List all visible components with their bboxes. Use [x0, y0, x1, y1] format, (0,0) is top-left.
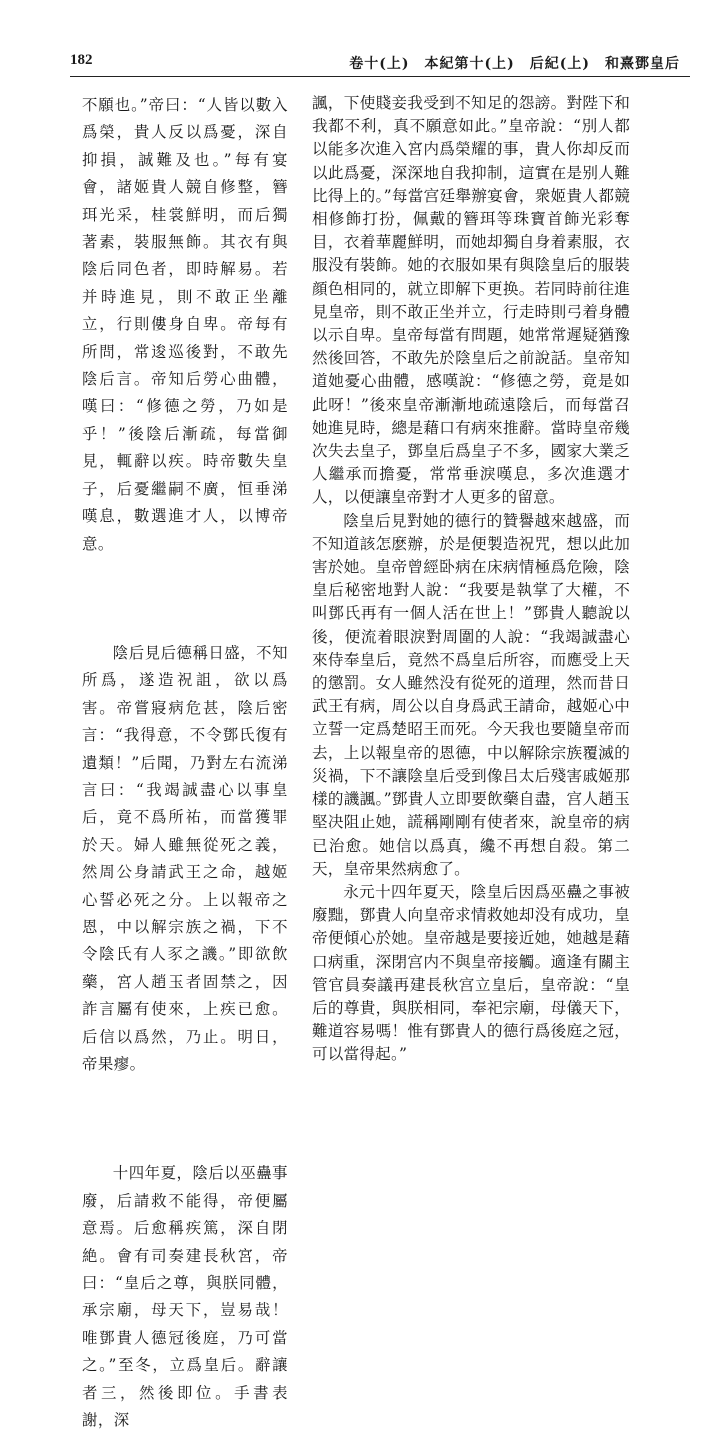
translation-column: [312, 92, 630, 1067]
translation-paragraph-3: 永元十四年夏天，陰皇后因爲巫蠱之事被廢黜，鄧貴人向皇帝求情救她却没有成功，皇帝便傾心於她。皇帝越是要接近她，她越是藉口病重，深閉宫内不與皇帝接觸。適逢有關主管官員奏議再建長秋宫立皇后，皇帝說：“皇后的尊貴，與朕相同，奉祀宗廟，母儀天下，難道容易嗎！惟有鄧貴人的德行爲後庭之冠，可以當得起。”: [312, 882, 630, 1064]
header-rule: [70, 76, 690, 77]
original-text-column: [82, 92, 288, 1434]
translation-paragraph-1: 諷，下使賤妾我受到不知足的怨謗。對陛下和我都不利，真不願意如此。”皇帝說：“別人都以能多次進入宮内爲榮耀的事，貴人你却反而以此爲憂，深深地自我抑制，這實在是别人難比得上的。”每當宫廷舉辦宴會，衆姬貴人都競相修飾打扮，佩戴的簪珥等珠寶首飾光彩奪目，衣着華麗鮮明，而她却獨自身着素服，衣服没有裝飾。她的衣服如果有與陰皇后的服裝顔色相同的，就立即解下更换。若同時前往進見皇帝，則不敢正坐并立，行走時則弓着身體以示自卑。皇帝每當有問題，她常常遲疑猶豫然後回答，不敢先於陰皇后之前說話。皇帝知道她憂心曲體，感嘆說：“修德之勞，竟是如此呀！”後來皇帝漸漸地疏遠陰后，而每當召她進見時，總是藉口有病來推辭。當時皇帝幾次失去皇子，鄧皇后爲皇子不多，國家大業乏人繼承而擔憂，常常垂淚嘆息，多次進選才人，以便讓皇帝對才人更多的留意。: [312, 94, 630, 507]
page-number: 182: [70, 52, 93, 68]
original-paragraph-1: 不願也。”帝曰：“人皆以數入爲榮，貴人反以爲憂，深自抑損，誠難及也。”每有宴會，諸姬貴人競自修整，簪珥光采，桂裳鮮明，而后獨著素，裝服無飾。其衣有與陰后同色者，即時解易。若并時進見，則不敢正坐離立，行則僂身自卑。帝每有所問，常逡巡後對，不敢先陰后言。帝知后勞心曲體，嘆曰：“修德之勞，乃如是乎！”後陰后漸疏，每當御見，輒辭以疾。時帝數失皇子，后憂繼嗣不廣，恒垂涕嘆息，數選進才人，以博帝意。: [82, 96, 288, 553]
page-header: [70, 52, 690, 76]
translation-paragraph-2: 陰皇后見對她的德行的贊譽越來越盛，而不知道該怎麽辦，於是便製造祝咒，想以此加害於她。皇帝曾經卧病在床病情極爲危險，陰皇后秘密地對人說：“我要是執掌了大權，不叫鄧氏再有一個人活在世上！”鄧貴人聽說以後，便流着眼淚對周圍的人說：“我竭誠盡心來侍奉皇后，竟然不爲皇后所容，而應受上天的懲罰。女人雖然没有從死的道理，然而昔日武王有病，周公以自身爲武王請命，越姬心中立誓一定爲楚昭王而死。今天我也要隨皇帝而去，上以報皇帝的恩德，中以解除宗族覆滅的災禍，下不讓陰皇后受到像吕太后殘害戚姬那樣的譏諷。”鄧貴人立即要飲藥自盡，宫人趙玉堅决阻止她，謊稱剛剛有使者來，說皇帝的病已治愈。她信以爲真，纔不再想自殺。第二天，皇帝果然病愈了。: [312, 511, 630, 878]
original-paragraph-3: 十四年夏，陰后以巫蠱事廢，后請救不能得，帝便屬意焉。后愈稱疾篤，深自閉絶。會有司奏建長秋宮，帝曰：“皇后之尊，與朕同體，承宗廟，母天下，豈易哉！唯鄧貴人德冠後庭，乃可當之。”至冬，立爲皇后。辭讓者三，然後即位。手書表謝，深: [82, 1164, 288, 1430]
original-paragraph-2: 陰后見后德稱日盛，不知所爲，遂造祝詛，欲以爲害。帝嘗寢病危甚，陰后密言：“我得意，不令鄧氏復有遺類！”后聞，乃對左右流涕言曰：“我竭誠盡心以事皇后，竟不爲所祐，而當獲罪於天。婦人雖無從死之義，然周公身請武王之命，越姬心誓必死之分。上以報帝之恩，中以解宗族之禍，下不令陰氏有人豕之譏。”即欲飲藥，宮人趙玉者固禁之，因詐言屬有使來，上疾已愈。后信以爲然，乃止。明日，帝果瘳。: [82, 643, 288, 1073]
running-header-title: 卷十(上) 本紀第十(上) 后紀(上) 和熹鄧皇后: [349, 56, 680, 72]
